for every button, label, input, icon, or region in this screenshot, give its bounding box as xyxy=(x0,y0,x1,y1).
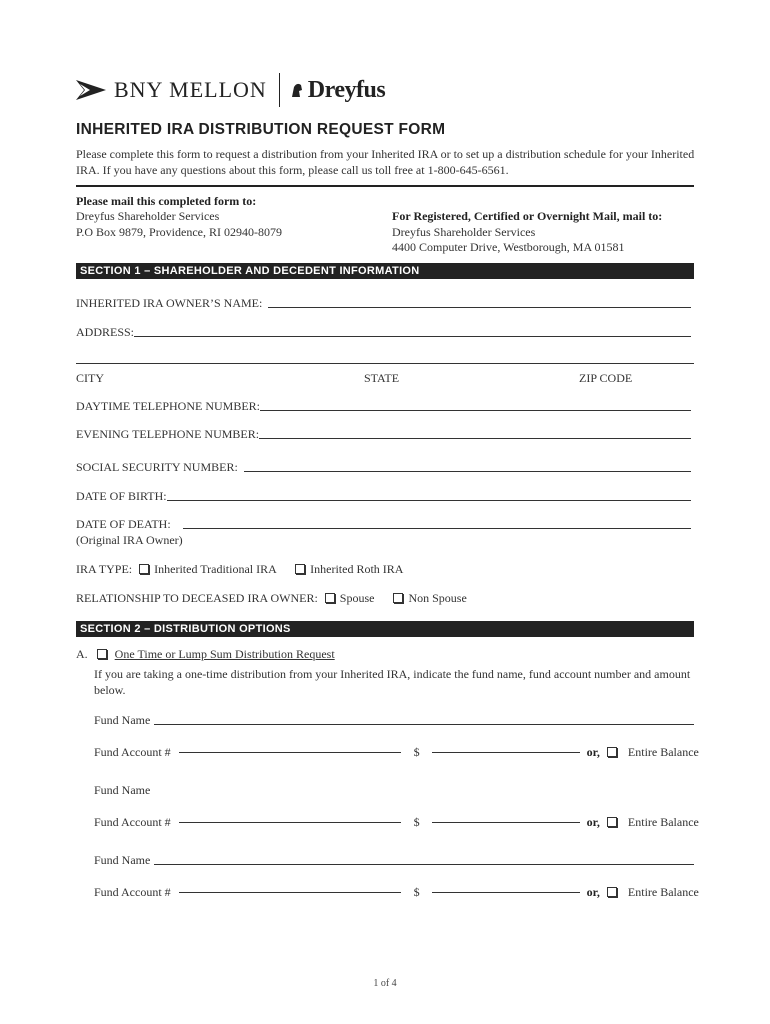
ira-type-row xyxy=(76,562,403,577)
ira-roth-label: Inherited Roth IRA xyxy=(310,562,404,576)
entire-balance-label-1: Entire Balance xyxy=(627,745,699,759)
fund-account-label-2: Fund Account # xyxy=(94,815,171,829)
dreyfus-lion-icon xyxy=(290,81,304,99)
day-phone-input[interactable] xyxy=(260,409,691,411)
address-line-2[interactable] xyxy=(76,363,694,364)
fund-account-input-3[interactable] xyxy=(179,891,401,893)
fund-name-label-3: Fund Name xyxy=(94,853,151,867)
section-2-header: SECTION 2 – DISTRIBUTION OPTIONS xyxy=(76,621,694,637)
relationship-nonspouse-checkbox[interactable] xyxy=(393,593,403,603)
ira-traditional-checkbox[interactable] xyxy=(139,564,149,574)
eve-phone-label: EVENING TELEPHONE NUMBER: xyxy=(76,427,260,441)
express-mail-line-1: Dreyfus Shareholder Services xyxy=(392,225,536,239)
eve-phone-input[interactable] xyxy=(259,437,691,439)
page-title: INHERITED IRA DISTRIBUTION REQUEST FORM xyxy=(76,121,446,138)
zip-label: ZIP CODE xyxy=(579,371,633,385)
amount-input-1[interactable] xyxy=(432,751,580,753)
mail-line-2: P.O Box 9879, Providence, RI 02940-8079 xyxy=(76,225,282,239)
fund-name-field-1[interactable] xyxy=(94,713,694,728)
express-mail-line-2: 4400 Computer Drive, Westborough, MA 01581 xyxy=(392,240,625,254)
or-label-2: or, xyxy=(586,815,600,829)
dod-input[interactable] xyxy=(183,527,691,529)
ssn-label: SOCIAL SECURITY NUMBER: xyxy=(76,460,238,474)
city-label: CITY xyxy=(76,371,104,385)
dreyfus-wordmark: Dreyfus xyxy=(307,76,386,103)
day-phone-field[interactable] xyxy=(76,399,691,414)
ira-roth-checkbox[interactable] xyxy=(295,564,305,574)
amount-input-3[interactable] xyxy=(432,891,580,893)
page-number: 1 of 4 xyxy=(373,978,397,989)
option-a-row xyxy=(76,647,335,662)
intro-text: Please complete this form to request a distribution from your Inherited IRA or to set up a distribution schedule for your Inherited IRA. If you have any questions about this form, please call us toll free at 1-800-645-6561. xyxy=(76,147,695,177)
dollar-sign-2: $ xyxy=(413,815,420,829)
entire-balance-checkbox-2[interactable] xyxy=(607,817,617,827)
fund-name-input-3[interactable] xyxy=(154,863,694,865)
or-label-3: or, xyxy=(586,885,600,899)
option-a-letter: A. xyxy=(76,647,88,661)
entire-balance-label-2: Entire Balance xyxy=(627,815,699,829)
option-a-title: One Time or Lump Sum Distribution Request xyxy=(114,647,335,661)
entire-balance-label-3: Entire Balance xyxy=(627,885,699,899)
dob-field[interactable] xyxy=(76,489,691,504)
fund-name-field-3[interactable] xyxy=(94,853,694,868)
dod-label: DATE OF DEATH: xyxy=(76,517,171,531)
mail-heading: Please mail this completed form to: xyxy=(76,194,257,208)
dollar-sign-1: $ xyxy=(413,745,420,759)
express-mail-heading: For Registered, Certified or Overnight Mail, mail to: xyxy=(392,209,663,223)
fund-account-label-3: Fund Account # xyxy=(94,885,171,899)
section-1-header: SECTION 1 – SHAREHOLDER AND DECEDENT INFORMATION xyxy=(76,263,694,279)
bny-mellon-logo-icon xyxy=(76,80,106,100)
relationship-row xyxy=(76,591,467,606)
logo-divider xyxy=(279,73,280,107)
entire-balance-checkbox-1[interactable] xyxy=(607,747,617,757)
owner-name-field[interactable] xyxy=(76,296,691,311)
fund-account-row-3 xyxy=(94,885,699,900)
header-rule xyxy=(76,185,694,187)
fund-name-input-1[interactable] xyxy=(154,723,694,725)
dob-input[interactable] xyxy=(167,499,691,501)
bny-mellon-wordmark: BNY MELLON xyxy=(114,77,267,102)
relationship-label: RELATIONSHIP TO DECEASED IRA OWNER: xyxy=(76,591,318,605)
dod-note: (Original IRA Owner) xyxy=(76,533,183,547)
fund-account-row-1 xyxy=(94,745,699,760)
relationship-nonspouse-label: Non Spouse xyxy=(408,591,467,605)
owner-name-input[interactable] xyxy=(268,306,691,308)
dollar-sign-3: $ xyxy=(413,885,420,899)
option-a-description: If you are taking a one-time distribution from your Inherited IRA, indicate the fund name, fund account number and amount below. xyxy=(94,667,691,697)
fund-name-label-2: Fund Name xyxy=(94,783,151,797)
eve-phone-field[interactable] xyxy=(76,427,691,442)
fund-name-label-1: Fund Name xyxy=(94,713,151,727)
ssn-field[interactable] xyxy=(76,460,691,475)
dob-label: DATE OF BIRTH: xyxy=(76,489,167,503)
ssn-input[interactable] xyxy=(244,470,691,472)
address-input[interactable] xyxy=(134,335,691,337)
amount-input-2[interactable] xyxy=(432,821,580,823)
option-a-checkbox[interactable] xyxy=(97,649,107,659)
address-label: ADDRESS: xyxy=(76,325,135,339)
ira-type-label: IRA TYPE: xyxy=(76,562,133,576)
relationship-spouse-label: Spouse xyxy=(339,591,375,605)
ira-traditional-label: Inherited Traditional IRA xyxy=(154,562,277,576)
owner-name-label: INHERITED IRA OWNER’S NAME: xyxy=(76,296,263,310)
entire-balance-checkbox-3[interactable] xyxy=(607,887,617,897)
address-field[interactable] xyxy=(76,325,691,340)
relationship-spouse-checkbox[interactable] xyxy=(325,593,335,603)
fund-account-input-1[interactable] xyxy=(179,751,401,753)
logo xyxy=(76,72,385,108)
or-label-1: or, xyxy=(586,745,600,759)
dod-field[interactable] xyxy=(76,517,691,532)
mail-line-1: Dreyfus Shareholder Services xyxy=(76,209,220,223)
fund-account-row-2 xyxy=(94,815,699,830)
day-phone-label: DAYTIME TELEPHONE NUMBER: xyxy=(76,399,261,413)
state-label: STATE xyxy=(364,371,400,385)
fund-account-input-2[interactable] xyxy=(179,821,401,823)
fund-account-label-1: Fund Account # xyxy=(94,745,171,759)
